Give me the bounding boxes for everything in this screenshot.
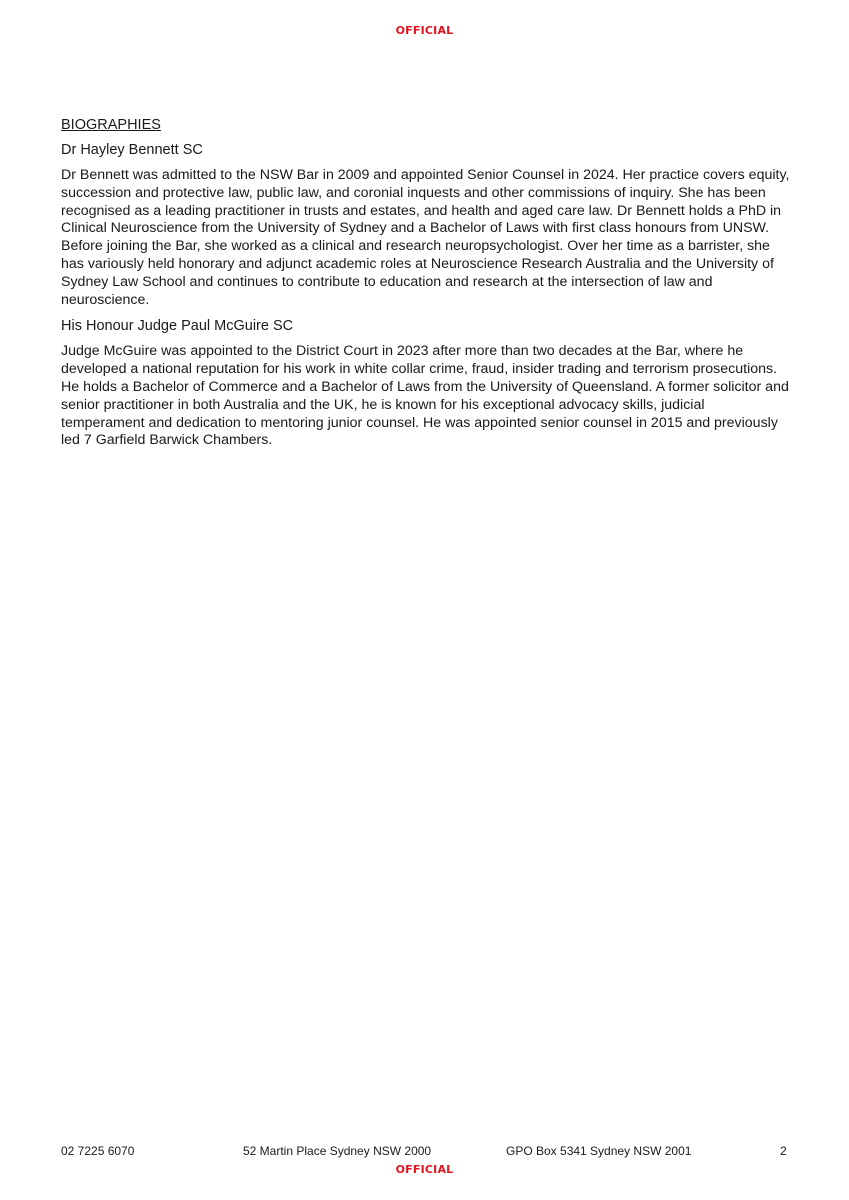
section-title: BIOGRAPHIES [61, 117, 161, 133]
document-body [61, 116, 791, 458]
footer-address: 52 Martin Place Sydney NSW 2000 [243, 1144, 432, 1158]
bio-name: Dr Hayley Bennett SC [61, 142, 203, 158]
page-footer [0, 1144, 849, 1160]
footer-phone: 02 7225 6070 [61, 1144, 135, 1158]
bio-name: His Honour Judge Paul McGuire SC [61, 318, 294, 335]
footer-postal-address: GPO Box 5341 Sydney NSW 2001 [506, 1144, 692, 1158]
classification-marking-top: OFFICIAL [395, 24, 454, 37]
page-number: 2 [780, 1144, 787, 1158]
bio-text: Dr Bennett was admitted to the NSW Bar in 2009 and appointed Senior Counsel in 2024. Her practice covers equity, succession and protective law, public law, and coronial inquests and other commissions of inquiry. She has been recognised as a leading practitioner in trusts and estates, and health and aged care law. Dr Bennett holds a PhD in Clinical Neuroscience from the University of Sydney and a Bachelor of Laws with first class honours from UNSW. Before joining the Bar, she worked as a clinical and research neuropsychologist. Over her time as a barrister, she has variously held honorary and adjunct academic roles at Neuroscience Research Australia and the University of Sydney Law School and continues to contribute to education and research at the intersection of law and neuroscience. [61, 167, 790, 308]
bio-text: Judge McGuire was appointed to the District Court in 2023 after more than two decades at the Bar, where he developed a national reputation for his work in white collar crime, fraud, insider trading and terrorism prosecutions. He holds a Bachelor of Commerce and a Bachelor of Laws from the University of Queensland. A former solicitor and senior practitioner in both Australia and the UK, he is known for his exceptional advocacy skills, judicial temperament and dedication to mentoring junior counsel. He was appointed senior counsel in 2015 and previously led 7 Garfield Barwick Chambers. [61, 343, 789, 449]
classification-marking-bottom: OFFICIAL [395, 1163, 454, 1176]
bio-entry [61, 317, 791, 450]
bio-entry [61, 141, 791, 309]
